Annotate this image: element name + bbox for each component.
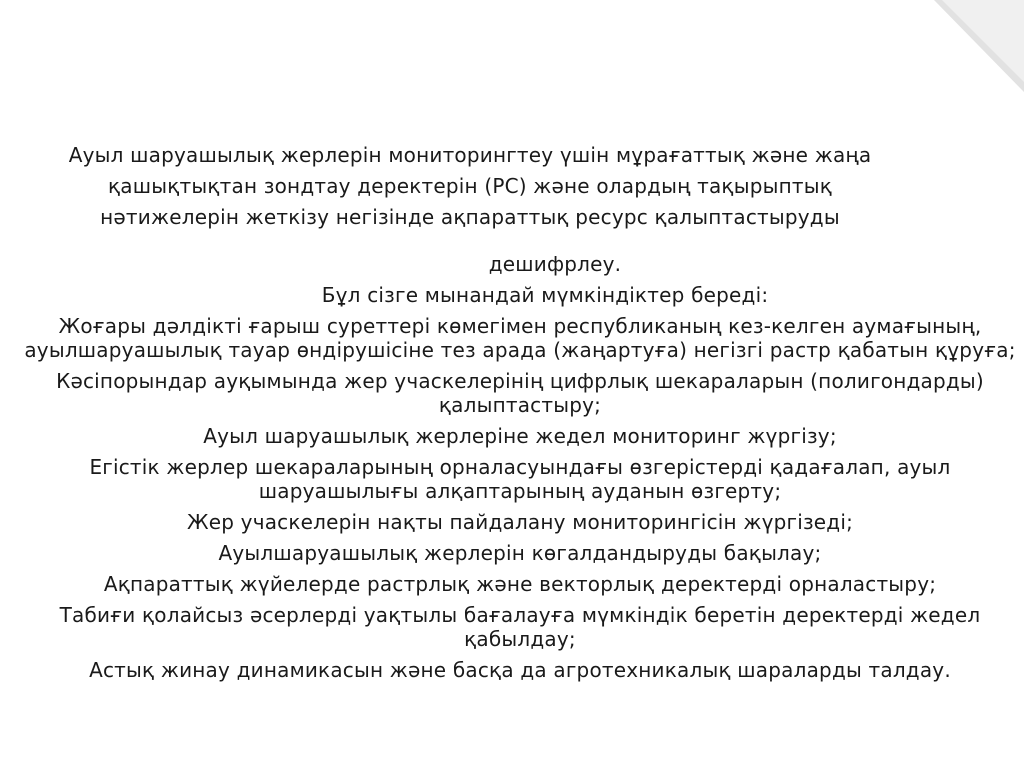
list-item: Ақпараттық жүйелерде растрлық және векторлық деректерді орналастыру;	[103, 572, 937, 596]
list-item: Ауылшаруашылық жерлерін көгалдандыруды бақылау;	[218, 541, 822, 565]
body-intro: Бұл сізге мынандай мүмкіндіктер береді:	[321, 283, 769, 307]
corner-decoration	[914, 0, 1024, 110]
list-item: Кәсіпорындар ауқымында жер учаскелерінің цифрлық шекараларын (полигондарды) қалыптастыру;	[56, 369, 984, 417]
heading-line-1: Ауыл шаруашылық жерлерін мониторингтеу үшін мұрағаттық және жаңа	[68, 143, 872, 167]
heading-line-3: нәтижелерін жеткізу негізінде ақпараттық ресурс қалыптастыруды	[100, 205, 840, 229]
list-item: Табиғи қолайсыз әсерлерді уақтылы бағалауға мүмкіндік беретін деректерді жедел қабылдау;	[59, 603, 981, 651]
slide-heading	[40, 140, 900, 233]
list-item: Егістік жерлер шекараларының орналасуындағы өзгерістерді қадағалап, ауыл шаруашылығы алқаптарының ауданын өзгерту;	[89, 455, 951, 503]
heading-line-2: қашықтықтан зондтау деректерін (РС) және олардың тақырыптық	[108, 174, 832, 198]
list-item: Астық жинау динамикасын және басқа да агротехникалық шараларды талдау.	[89, 658, 951, 682]
slide-body	[20, 252, 1020, 689]
list-item: Жер учаскелерін нақты пайдалану мониторингісін жүргізеді;	[186, 510, 854, 534]
list-item: Ауыл шаруашылық жерлеріне жедел мониторинг жүргізу;	[203, 424, 837, 448]
body-continuation: дешифрлеу.	[488, 252, 622, 276]
list-item: Жоғары дәлдікті ғарыш суреттері көмегімен республиканың кез-келген аумағының, ауылшаруашылық тауар өндірушісіне тез арада (жаңартуға) негізгі растр қабатын құруға;	[24, 314, 1016, 362]
